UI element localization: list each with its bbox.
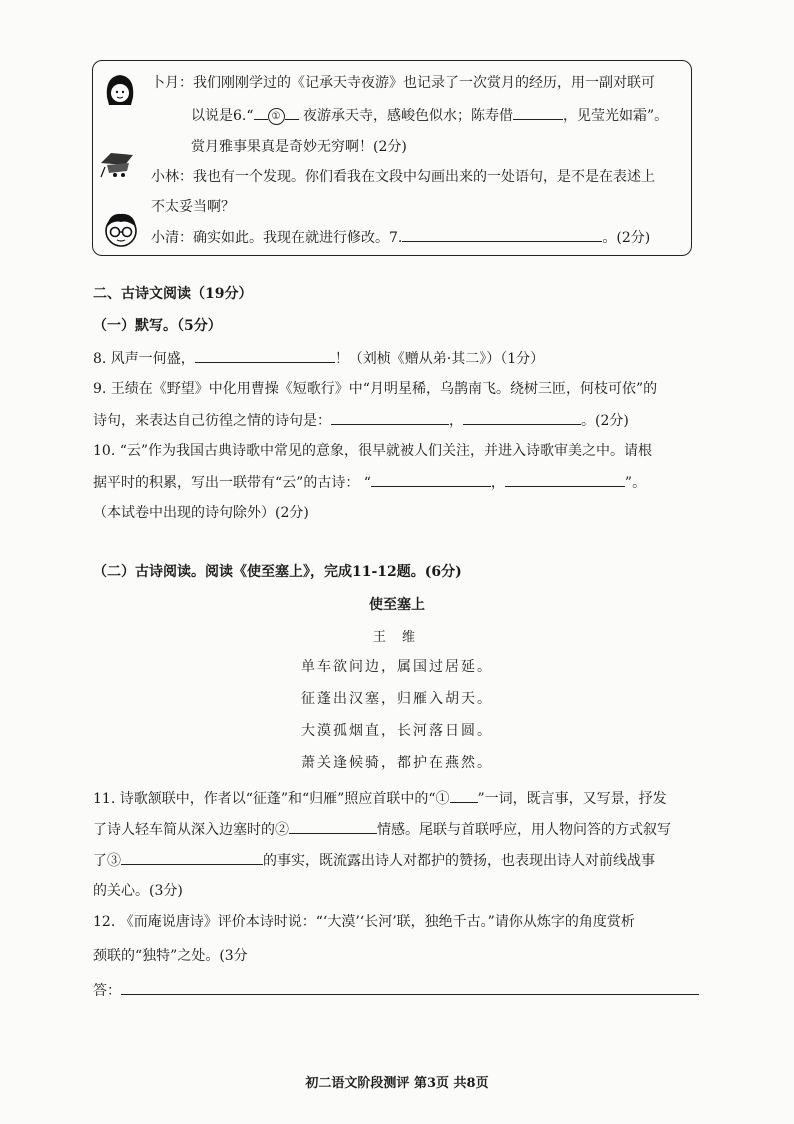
boy-avatar-icon — [99, 151, 137, 181]
q11-l3-end: 的事实，既流露出诗人对都护的赞扬，也表现出诗人对前线战事 — [263, 853, 655, 869]
q11-l3-start: 了 — [93, 853, 107, 869]
xiaolin-line-2: 不太妥当啊？ — [151, 199, 235, 215]
q8-end: ！（刘桢《赠从弟·其二》）（1分） — [334, 351, 545, 367]
question-8 — [93, 348, 544, 369]
answer-blank-6-2[interactable] — [513, 105, 563, 120]
question-12-answer-row — [93, 980, 699, 1001]
question-11-line-4: 的关心。(3分) — [93, 883, 183, 899]
answer-blank-9-1[interactable] — [331, 410, 449, 425]
q11-marker-2: ② — [275, 822, 289, 838]
q10-end: ”。 — [624, 475, 647, 491]
subsection-1-heading: （一）默写。（5分） — [93, 318, 222, 334]
q11-marker-3: ③ — [107, 853, 121, 869]
q10-start: 据平时的积累，写出一联带有“云”的古诗： “ — [93, 475, 371, 491]
xiaoyue-line-3: 赏月雅事果真是奇妙无穷啊！(2分) — [191, 139, 407, 155]
question-9-line-2 — [93, 410, 629, 431]
xiaoqing-line — [151, 227, 650, 248]
answer-blank-12[interactable] — [121, 980, 699, 995]
girl-avatar-icon — [103, 71, 137, 109]
xiaoyue-line-2-mid: 夜游承天寺，感峻色似水；陈寿借 — [302, 108, 513, 124]
answer-blank-9-2[interactable] — [463, 410, 581, 425]
xiaoyue-line-2-end: ，见莹光如霜”。 — [562, 108, 669, 124]
answer-blank-10-1[interactable] — [371, 472, 491, 487]
blank-marker-1: ① — [268, 108, 285, 125]
question-11-line-1 — [93, 788, 667, 809]
poem-line: 大漠孤烟直，长河落日圆。 — [301, 723, 493, 739]
question-10-line-2 — [93, 472, 646, 493]
question-11-line-2 — [93, 819, 671, 840]
answer-blank-11-3[interactable] — [121, 850, 263, 865]
xiaolin-line-1: 小林：我也有一个发现。你们看我在文段中勾画出来的一处语句，是不是在表述上 — [151, 169, 655, 185]
dialogue-box — [92, 60, 692, 256]
question-11-line-3 — [93, 850, 655, 871]
answer-blank-11-1[interactable] — [450, 788, 478, 803]
question-10-line-1: 10. “云”作为我国古典诗歌中常见的意象，很早就被人们关注，并进入诗歌审美之中。请根 — [93, 443, 653, 459]
glasses-avatar-icon — [103, 209, 139, 249]
answer-label: 答： — [93, 983, 121, 999]
question-12-line-2: 颈联的“独特”之处。(3分 — [93, 948, 248, 964]
q11-marker-1: ① — [435, 791, 450, 807]
poem-author: 王 维 — [372, 630, 422, 645]
page-footer: 初二语文阶段测评 第3页 共8页 — [305, 1076, 489, 1091]
poem-title: 使至塞上 — [369, 597, 425, 613]
q10-comma: ， — [490, 475, 505, 491]
q11-l1-start: 11. 诗歌颔联中，作者以“征蓬”和“归雁”照应首联中的“ — [93, 791, 436, 807]
xiaoyue-line-2-start: 以说是6.“ — [191, 108, 254, 124]
answer-blank-11-2[interactable] — [289, 819, 377, 834]
q9-end: 。(2分) — [581, 413, 629, 429]
answer-blank-8[interactable] — [195, 348, 335, 363]
question-9-line-1: 9. 王绩在《野望》中化用曹操《短歌行》中“月明星稀，乌鹊南飞。绕树三匝，何枝可依”的 — [93, 381, 658, 397]
xiaoqing-line-end: 。(2分) — [602, 230, 651, 246]
question-10-line-3: （本试卷中出现的诗句除外）(2分) — [93, 505, 309, 521]
section-2-heading: 二、古诗文阅读（19分） — [93, 286, 253, 302]
q9-start: 诗句，来表达自己彷徨之情的诗句是： — [93, 413, 331, 429]
xiaoqing-line-start: 小清：确实如此。我现在就进行修改。7. — [151, 230, 403, 246]
q9-comma: ， — [449, 413, 463, 429]
q11-l2-end: 情感。尾联与首联呼应，用人物问答的方式叙写 — [377, 822, 671, 838]
q11-l2-start: 了诗人轻车简从深入边塞时的 — [93, 822, 275, 838]
xiaoyue-line-2 — [191, 105, 668, 126]
poem-line: 萧关逢候骑，都护在燕然。 — [301, 755, 493, 771]
q8-start: 8. 风声一何盛， — [93, 351, 195, 367]
answer-blank-7[interactable] — [402, 227, 602, 242]
xiaoyue-line-1: 卜月：我们刚刚学过的《记承天寺夜游》也记录了一次赏月的经历，用一副对联可 — [151, 75, 655, 91]
poem-line: 征蓬出汉塞，归雁入胡天。 — [301, 691, 493, 707]
subsection-2-heading: （二）古诗阅读。阅读《使至塞上》，完成11-12题。(6分) — [93, 564, 462, 580]
poem-line: 单车欲问边，属国过居延。 — [301, 659, 493, 675]
answer-blank-10-2[interactable] — [505, 472, 625, 487]
q11-l1-end: ”一词，既言事，又写景，抒发 — [477, 791, 667, 807]
question-12-line-1: 12. 《而庵说唐诗》评价本诗时说：“‘大漠’‘长河’联，独绝千古。”请你从炼字的角度赏析 — [93, 914, 635, 930]
